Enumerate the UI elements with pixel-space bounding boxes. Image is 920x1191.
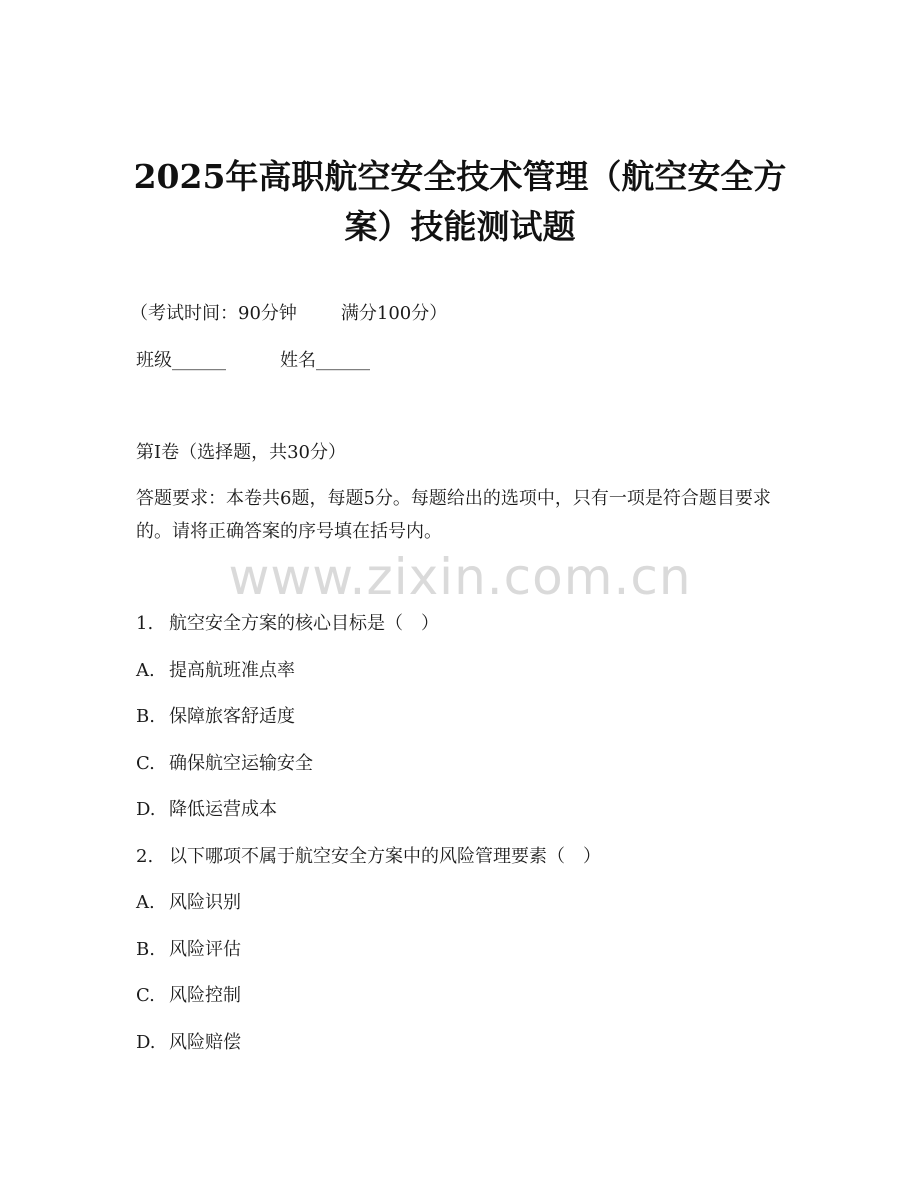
question-1-option-c (136, 752, 313, 776)
question-number: 2. (136, 846, 154, 867)
question-1-option-d (136, 798, 277, 822)
option-text: 风险识别 (169, 892, 241, 913)
option-text: 保障旅客舒适度 (169, 706, 295, 727)
question-stem: 以下哪项不属于航空安全方案中的风险管理要素（ ） (169, 846, 601, 867)
section-instructions: 答题要求：本卷共6题，每题5分。每题给出的选项中，只有一项是符合题目要求的。请将正确答案的序号填在括号内。 (136, 488, 771, 542)
question-2-option-a (136, 891, 241, 915)
section-heading: 第Ⅰ卷（选择题，共30分） (136, 442, 347, 463)
question-number: 1. (136, 613, 154, 634)
option-label: D. (136, 1032, 156, 1053)
option-text: 提高航班准点率 (169, 660, 295, 681)
option-label: A. (136, 660, 155, 681)
question-2-option-d (136, 1031, 241, 1055)
option-label: C. (136, 985, 155, 1006)
watermark: www.zixin.com.cn (228, 548, 692, 606)
exam-score: 满分100分） (340, 303, 448, 324)
question-2 (136, 845, 601, 869)
question-2-option-c (136, 984, 241, 1008)
option-text: 风险控制 (169, 985, 241, 1006)
exam-info (130, 302, 447, 326)
option-label: D. (136, 799, 156, 820)
question-1-option-b (136, 705, 295, 729)
option-label: A. (136, 892, 155, 913)
question-1 (136, 612, 439, 636)
question-2-option-b (136, 938, 241, 962)
option-label: C. (136, 753, 155, 774)
option-label: B. (136, 706, 155, 727)
option-label: B. (136, 939, 155, 960)
option-text: 确保航空运输安全 (169, 753, 313, 774)
option-text: 降低运营成本 (169, 799, 277, 820)
question-stem: 航空安全方案的核心目标是（ ） (169, 613, 439, 634)
exam-time: （考试时间：90分钟 (130, 303, 297, 324)
class-field: 班级______ (136, 350, 226, 371)
document-title: 2025年高职航空安全技术管理（航空安全方案）技能测试题 (133, 157, 787, 246)
name-field: 姓名______ (280, 350, 370, 371)
option-text: 风险评估 (169, 939, 241, 960)
option-text: 风险赔偿 (169, 1032, 241, 1053)
question-1-option-a (136, 659, 295, 683)
student-fields (136, 349, 370, 373)
